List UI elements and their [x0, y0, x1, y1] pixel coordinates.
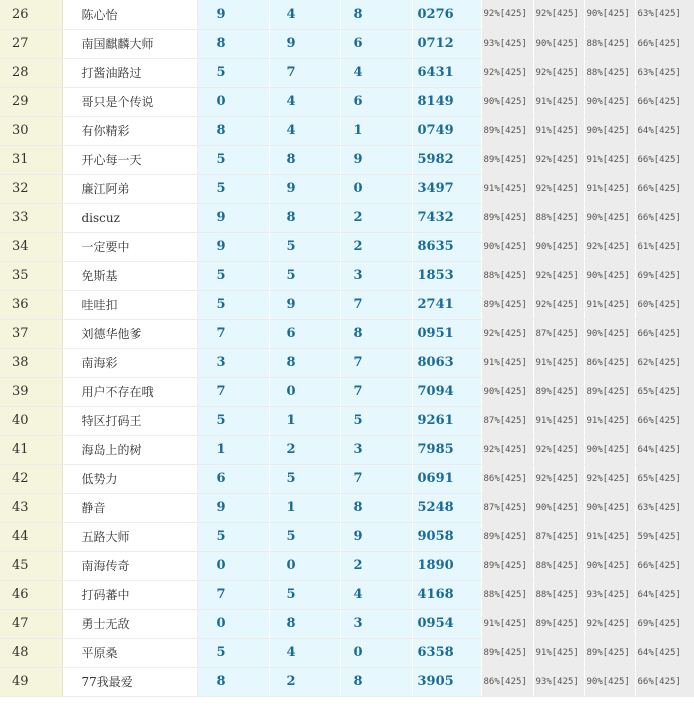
username-cell: 打酱油路过	[62, 58, 197, 87]
username-cell: 哥只是个传说	[62, 87, 197, 116]
stat-4-cell: 66%[425]	[635, 87, 694, 116]
code-cell: 3905	[412, 667, 481, 696]
stat-2-cell: 91%[425]	[533, 116, 584, 145]
stat-4-cell: 65%[425]	[635, 464, 694, 493]
table-row	[0, 522, 694, 551]
username-cell: 陈心怡	[62, 0, 197, 29]
username-cell: 五路大师	[62, 522, 197, 551]
stat-4-cell: 61%[425]	[635, 232, 694, 261]
stat-3-cell: 92%[425]	[584, 232, 635, 261]
stat-3-cell: 91%[425]	[584, 406, 635, 435]
stat-2-cell: 92%[425]	[533, 290, 584, 319]
username-cell: 哇哇扣	[62, 290, 197, 319]
rank-cell: 37	[0, 319, 62, 348]
stat-2-cell: 92%[425]	[533, 145, 584, 174]
digit-1-cell: 7	[197, 580, 269, 609]
digit-2-cell: 5	[269, 261, 340, 290]
rank-cell: 33	[0, 203, 62, 232]
stat-1-cell: 87%[425]	[481, 493, 533, 522]
digit-2-cell: 2	[269, 435, 340, 464]
code-cell: 7094	[412, 377, 481, 406]
rank-cell: 27	[0, 29, 62, 58]
rank-cell: 41	[0, 435, 62, 464]
digit-3-cell: 0	[340, 638, 412, 667]
digit-3-cell: 8	[340, 0, 412, 29]
username-cell: 南国麒麟大师	[62, 29, 197, 58]
stat-3-cell: 90%[425]	[584, 87, 635, 116]
digit-3-cell: 3	[340, 609, 412, 638]
stat-4-cell: 66%[425]	[635, 406, 694, 435]
code-cell: 0749	[412, 116, 481, 145]
digit-2-cell: 5	[269, 580, 340, 609]
stat-3-cell: 89%[425]	[584, 638, 635, 667]
stat-2-cell: 92%[425]	[533, 261, 584, 290]
code-cell: 0951	[412, 319, 481, 348]
stat-3-cell: 90%[425]	[584, 116, 635, 145]
rank-cell: 42	[0, 464, 62, 493]
rank-cell: 46	[0, 580, 62, 609]
stat-2-cell: 88%[425]	[533, 551, 584, 580]
stat-4-cell: 69%[425]	[635, 609, 694, 638]
digit-2-cell: 1	[269, 406, 340, 435]
stat-4-cell: 64%[425]	[635, 580, 694, 609]
stat-2-cell: 90%[425]	[533, 493, 584, 522]
code-cell: 6431	[412, 58, 481, 87]
digit-1-cell: 1	[197, 435, 269, 464]
stat-1-cell: 89%[425]	[481, 203, 533, 232]
stat-4-cell: 66%[425]	[635, 145, 694, 174]
stat-2-cell: 92%[425]	[533, 58, 584, 87]
username-cell: 静音	[62, 493, 197, 522]
stat-1-cell: 93%[425]	[481, 29, 533, 58]
stat-4-cell: 63%[425]	[635, 58, 694, 87]
digit-2-cell: 5	[269, 232, 340, 261]
stat-2-cell: 92%[425]	[533, 435, 584, 464]
stat-2-cell: 93%[425]	[533, 667, 584, 696]
digit-3-cell: 7	[340, 348, 412, 377]
table-row	[0, 29, 694, 58]
stat-3-cell: 93%[425]	[584, 580, 635, 609]
stat-3-cell: 90%[425]	[584, 203, 635, 232]
stat-3-cell: 90%[425]	[584, 551, 635, 580]
stat-1-cell: 86%[425]	[481, 464, 533, 493]
digit-3-cell: 6	[340, 87, 412, 116]
stat-4-cell: 64%[425]	[635, 638, 694, 667]
stat-1-cell: 87%[425]	[481, 406, 533, 435]
digit-3-cell: 2	[340, 203, 412, 232]
stat-1-cell: 92%[425]	[481, 435, 533, 464]
digit-1-cell: 5	[197, 174, 269, 203]
username-cell: 平原桑	[62, 638, 197, 667]
digit-3-cell: 2	[340, 232, 412, 261]
stat-3-cell: 91%[425]	[584, 290, 635, 319]
table-row	[0, 87, 694, 116]
digit-1-cell: 9	[197, 203, 269, 232]
username-cell: 南海彩	[62, 348, 197, 377]
digit-2-cell: 2	[269, 667, 340, 696]
digit-3-cell: 7	[340, 290, 412, 319]
code-cell: 8635	[412, 232, 481, 261]
rank-cell: 35	[0, 261, 62, 290]
rank-cell: 47	[0, 609, 62, 638]
digit-1-cell: 5	[197, 290, 269, 319]
stat-3-cell: 86%[425]	[584, 348, 635, 377]
digit-3-cell: 0	[340, 174, 412, 203]
stat-1-cell: 89%[425]	[481, 290, 533, 319]
stat-2-cell: 91%[425]	[533, 406, 584, 435]
stat-2-cell: 89%[425]	[533, 377, 584, 406]
rank-cell: 44	[0, 522, 62, 551]
stat-3-cell: 92%[425]	[584, 609, 635, 638]
digit-2-cell: 8	[269, 203, 340, 232]
stat-1-cell: 90%[425]	[481, 87, 533, 116]
digit-3-cell: 5	[340, 406, 412, 435]
digit-3-cell: 4	[340, 58, 412, 87]
stat-2-cell: 88%[425]	[533, 580, 584, 609]
code-cell: 8149	[412, 87, 481, 116]
digit-3-cell: 4	[340, 580, 412, 609]
table-row	[0, 377, 694, 406]
code-cell: 1853	[412, 261, 481, 290]
digit-2-cell: 1	[269, 493, 340, 522]
stat-3-cell: 90%[425]	[584, 0, 635, 29]
stat-3-cell: 90%[425]	[584, 319, 635, 348]
username-cell: 勇士无敌	[62, 609, 197, 638]
stat-1-cell: 88%[425]	[481, 580, 533, 609]
rank-cell: 34	[0, 232, 62, 261]
rank-cell: 29	[0, 87, 62, 116]
code-cell: 7432	[412, 203, 481, 232]
username-cell: 海岛上的树	[62, 435, 197, 464]
stat-1-cell: 89%[425]	[481, 116, 533, 145]
username-cell: 开心每一天	[62, 145, 197, 174]
stat-2-cell: 92%[425]	[533, 174, 584, 203]
digit-1-cell: 0	[197, 87, 269, 116]
table-row	[0, 261, 694, 290]
stat-2-cell: 87%[425]	[533, 319, 584, 348]
digit-3-cell: 8	[340, 319, 412, 348]
stat-4-cell: 66%[425]	[635, 319, 694, 348]
digit-1-cell: 5	[197, 638, 269, 667]
digit-3-cell: 7	[340, 464, 412, 493]
code-cell: 0691	[412, 464, 481, 493]
digit-1-cell: 8	[197, 667, 269, 696]
rank-cell: 31	[0, 145, 62, 174]
username-cell: 77我最爱	[62, 667, 197, 696]
rank-cell: 28	[0, 58, 62, 87]
digit-3-cell: 7	[340, 377, 412, 406]
code-cell: 3497	[412, 174, 481, 203]
digit-2-cell: 6	[269, 319, 340, 348]
table-row	[0, 58, 694, 87]
rank-cell: 40	[0, 406, 62, 435]
rank-cell: 43	[0, 493, 62, 522]
digit-2-cell: 5	[269, 522, 340, 551]
digit-3-cell: 9	[340, 522, 412, 551]
username-cell: 打码蕃中	[62, 580, 197, 609]
stat-1-cell: 92%[425]	[481, 319, 533, 348]
table-row	[0, 145, 694, 174]
table-row	[0, 551, 694, 580]
code-cell: 0712	[412, 29, 481, 58]
stat-1-cell: 92%[425]	[481, 58, 533, 87]
stat-3-cell: 88%[425]	[584, 58, 635, 87]
stat-1-cell: 89%[425]	[481, 638, 533, 667]
digit-1-cell: 8	[197, 116, 269, 145]
username-cell: discuz	[62, 203, 197, 232]
code-cell: 8063	[412, 348, 481, 377]
username-cell: 有你精彩	[62, 116, 197, 145]
stat-1-cell: 89%[425]	[481, 522, 533, 551]
table-row	[0, 406, 694, 435]
rank-cell: 48	[0, 638, 62, 667]
username-cell: 低势力	[62, 464, 197, 493]
table-row	[0, 232, 694, 261]
digit-1-cell: 8	[197, 29, 269, 58]
code-cell: 7985	[412, 435, 481, 464]
stat-2-cell: 91%[425]	[533, 87, 584, 116]
stat-1-cell: 90%[425]	[481, 232, 533, 261]
stat-3-cell: 90%[425]	[584, 261, 635, 290]
stat-4-cell: 66%[425]	[635, 551, 694, 580]
code-cell: 0276	[412, 0, 481, 29]
stat-4-cell: 65%[425]	[635, 377, 694, 406]
code-cell: 2741	[412, 290, 481, 319]
digit-1-cell: 9	[197, 493, 269, 522]
username-cell: 一定要中	[62, 232, 197, 261]
stat-4-cell: 63%[425]	[635, 0, 694, 29]
stat-4-cell: 66%[425]	[635, 29, 694, 58]
digit-1-cell: 5	[197, 406, 269, 435]
stat-3-cell: 90%[425]	[584, 435, 635, 464]
digit-1-cell: 7	[197, 377, 269, 406]
rank-cell: 32	[0, 174, 62, 203]
digit-1-cell: 9	[197, 0, 269, 29]
rank-cell: 30	[0, 116, 62, 145]
digit-1-cell: 0	[197, 551, 269, 580]
table-row	[0, 203, 694, 232]
digit-1-cell: 6	[197, 464, 269, 493]
table-row	[0, 638, 694, 667]
table-row	[0, 319, 694, 348]
digit-2-cell: 4	[269, 638, 340, 667]
stat-3-cell: 90%[425]	[584, 493, 635, 522]
table-row	[0, 580, 694, 609]
rank-cell: 45	[0, 551, 62, 580]
stat-2-cell: 87%[425]	[533, 522, 584, 551]
code-cell: 9058	[412, 522, 481, 551]
stat-1-cell: 89%[425]	[481, 551, 533, 580]
stat-4-cell: 66%[425]	[635, 174, 694, 203]
stat-2-cell: 92%[425]	[533, 0, 584, 29]
stat-4-cell: 59%[425]	[635, 522, 694, 551]
code-cell: 5982	[412, 145, 481, 174]
stat-2-cell: 89%[425]	[533, 609, 584, 638]
stat-1-cell: 91%[425]	[481, 348, 533, 377]
stat-4-cell: 66%[425]	[635, 667, 694, 696]
digit-2-cell: 7	[269, 58, 340, 87]
stat-1-cell: 91%[425]	[481, 174, 533, 203]
digit-3-cell: 6	[340, 29, 412, 58]
stat-2-cell: 88%[425]	[533, 203, 584, 232]
table-row	[0, 667, 694, 696]
digit-1-cell: 9	[197, 232, 269, 261]
table-row	[0, 464, 694, 493]
digit-2-cell: 9	[269, 174, 340, 203]
digit-2-cell: 9	[269, 290, 340, 319]
digit-1-cell: 5	[197, 145, 269, 174]
stat-1-cell: 90%[425]	[481, 377, 533, 406]
digit-3-cell: 2	[340, 551, 412, 580]
rank-cell: 39	[0, 377, 62, 406]
code-cell: 0954	[412, 609, 481, 638]
digit-1-cell: 5	[197, 522, 269, 551]
digit-2-cell: 4	[269, 116, 340, 145]
stat-2-cell: 91%[425]	[533, 638, 584, 667]
stat-3-cell: 90%[425]	[584, 667, 635, 696]
digit-3-cell: 3	[340, 261, 412, 290]
stat-4-cell: 63%[425]	[635, 493, 694, 522]
username-cell: 特区打码王	[62, 406, 197, 435]
username-cell: 廉江阿弟	[62, 174, 197, 203]
digit-2-cell: 0	[269, 377, 340, 406]
digit-2-cell: 9	[269, 29, 340, 58]
digit-3-cell: 3	[340, 435, 412, 464]
stat-4-cell: 60%[425]	[635, 290, 694, 319]
digit-2-cell: 4	[269, 0, 340, 29]
stat-3-cell: 89%[425]	[584, 377, 635, 406]
stat-2-cell: 90%[425]	[533, 29, 584, 58]
code-cell: 9261	[412, 406, 481, 435]
rank-cell: 49	[0, 667, 62, 696]
digit-2-cell: 4	[269, 87, 340, 116]
stat-2-cell: 91%[425]	[533, 348, 584, 377]
code-cell: 5248	[412, 493, 481, 522]
rank-cell: 38	[0, 348, 62, 377]
digit-2-cell: 8	[269, 145, 340, 174]
digit-3-cell: 9	[340, 145, 412, 174]
stat-1-cell: 92%[425]	[481, 0, 533, 29]
digit-2-cell: 8	[269, 609, 340, 638]
digit-2-cell: 0	[269, 551, 340, 580]
table-row	[0, 435, 694, 464]
stat-4-cell: 64%[425]	[635, 116, 694, 145]
stat-4-cell: 62%[425]	[635, 348, 694, 377]
stat-4-cell: 69%[425]	[635, 261, 694, 290]
digit-2-cell: 8	[269, 348, 340, 377]
table-row	[0, 493, 694, 522]
digit-1-cell: 7	[197, 319, 269, 348]
username-cell: 免斯基	[62, 261, 197, 290]
table-row	[0, 348, 694, 377]
rank-cell: 36	[0, 290, 62, 319]
stat-4-cell: 66%[425]	[635, 203, 694, 232]
stat-3-cell: 91%[425]	[584, 522, 635, 551]
stat-3-cell: 88%[425]	[584, 29, 635, 58]
table-row	[0, 174, 694, 203]
username-cell: 用户不存在哦	[62, 377, 197, 406]
stat-2-cell: 92%[425]	[533, 464, 584, 493]
code-cell: 4168	[412, 580, 481, 609]
stat-1-cell: 88%[425]	[481, 261, 533, 290]
table-row	[0, 290, 694, 319]
stat-1-cell: 89%[425]	[481, 145, 533, 174]
stat-3-cell: 91%[425]	[584, 145, 635, 174]
username-cell: 刘德华他爹	[62, 319, 197, 348]
stat-2-cell: 90%[425]	[533, 232, 584, 261]
digit-1-cell: 5	[197, 261, 269, 290]
code-cell: 1890	[412, 551, 481, 580]
stat-4-cell: 64%[425]	[635, 435, 694, 464]
code-cell: 6358	[412, 638, 481, 667]
digit-1-cell: 5	[197, 58, 269, 87]
stat-1-cell: 86%[425]	[481, 667, 533, 696]
digit-1-cell: 0	[197, 609, 269, 638]
digit-2-cell: 5	[269, 464, 340, 493]
digit-3-cell: 8	[340, 493, 412, 522]
table-row	[0, 0, 694, 29]
stat-3-cell: 92%[425]	[584, 464, 635, 493]
stat-3-cell: 91%[425]	[584, 174, 635, 203]
digit-3-cell: 8	[340, 667, 412, 696]
stat-1-cell: 91%[425]	[481, 609, 533, 638]
username-cell: 南海传奇	[62, 551, 197, 580]
table-row	[0, 116, 694, 145]
digit-3-cell: 1	[340, 116, 412, 145]
table-row	[0, 609, 694, 638]
rank-cell: 26	[0, 0, 62, 29]
digit-1-cell: 3	[197, 348, 269, 377]
